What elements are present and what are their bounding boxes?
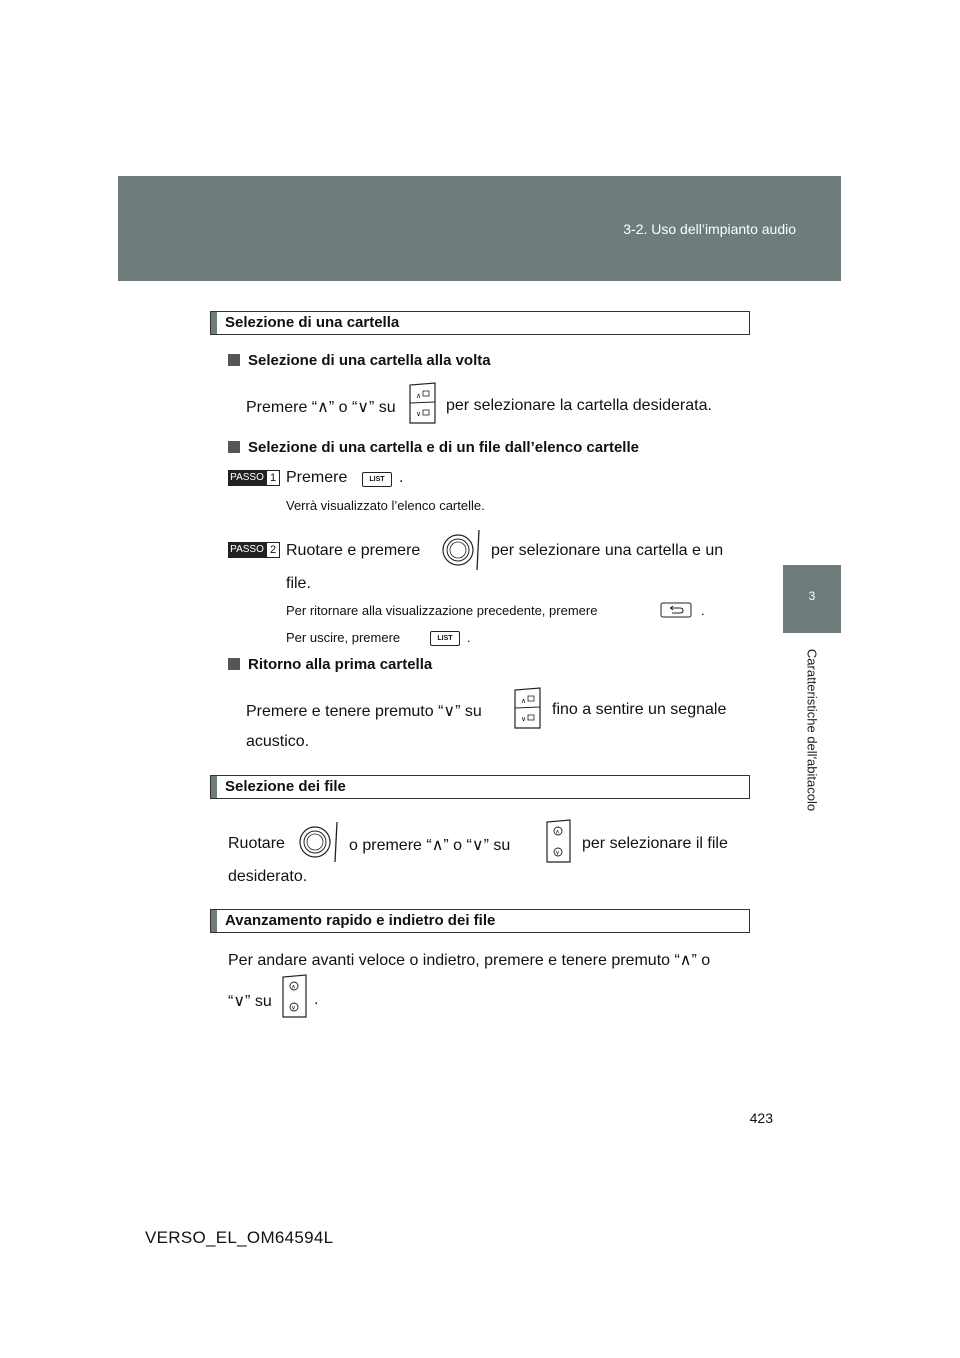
instruction-text: o premere “∧” o “∨” su — [349, 837, 511, 854]
svg-text:∨: ∨ — [521, 715, 527, 723]
step-1-badge — [228, 470, 280, 486]
instruction-text: . — [314, 991, 319, 1008]
subheading-text: Selezione di una cartella e di un file dall’elenco cartelle — [248, 439, 639, 456]
square-bullet-icon — [228, 658, 240, 670]
step-label: PASSO — [228, 470, 266, 486]
note-back: Per ritornare alla visualizzazione precedente, premere — [286, 603, 598, 618]
instruction-text: Per andare avanti veloce o indietro, premere e tenere premuto “∧” o — [228, 952, 711, 969]
section-title-text: Selezione dei file — [225, 778, 346, 795]
svg-text:∨: ∨ — [291, 1004, 296, 1012]
step-2-text: Ruotare e premere — [286, 542, 421, 559]
section-bar — [211, 910, 217, 932]
chapter-number: 3 — [808, 589, 816, 603]
section-title-text: Avanzamento rapido e indietro dei file — [225, 912, 496, 929]
instruction-text: “∨” su — [228, 993, 272, 1010]
subheading-folder-list — [228, 439, 639, 456]
chapter-label: Caratteristiche dell'abitacolo — [804, 648, 820, 812]
page-number: 423 — [749, 1110, 773, 1126]
subheading-text: Selezione di una cartella alla volta — [248, 352, 491, 369]
subheading-one-folder — [228, 352, 491, 369]
section-title-text: Selezione di una cartella — [225, 314, 400, 331]
section-title-file-select — [210, 775, 750, 799]
folder-updown-button-icon — [512, 686, 542, 730]
instruction-text: acustico. — [246, 733, 310, 750]
step-2-text: file. — [286, 575, 311, 592]
step-2-badge — [228, 542, 280, 558]
svg-text:∧: ∧ — [555, 828, 560, 836]
square-bullet-icon — [228, 441, 240, 453]
seek-updown-button-icon — [544, 818, 572, 864]
note-back-end: . — [701, 603, 705, 618]
step-label: PASSO — [228, 542, 266, 558]
tune-select-knob-icon — [440, 528, 484, 572]
instruction-text: per selezionare la cartella desiderata. — [446, 397, 712, 414]
header-band — [118, 176, 841, 281]
step-2-text: per selezionare una cartella e un — [491, 542, 724, 559]
section-title-fast-forward — [210, 909, 750, 933]
svg-text:∨: ∨ — [555, 849, 560, 857]
subheading-first-folder — [228, 656, 432, 673]
tune-select-knob-icon — [297, 820, 341, 864]
instruction-text: Ruotare — [228, 835, 285, 852]
svg-text:∧: ∧ — [416, 392, 422, 400]
list-button-icon: LIST — [430, 631, 460, 646]
square-bullet-icon — [228, 354, 240, 366]
step-1-text: Premere — [286, 469, 348, 486]
step-number: 2 — [266, 542, 280, 558]
svg-text:∧: ∧ — [291, 983, 296, 991]
instruction-text: fino a sentire un segnale — [552, 701, 727, 718]
svg-text:∨: ∨ — [416, 410, 422, 418]
instruction-text: per selezionare il file — [582, 835, 728, 852]
folder-updown-button-icon — [407, 381, 437, 425]
instruction-text: desiderato. — [228, 868, 308, 885]
header-section-title: 3-2. Uso dell’impianto audio — [623, 221, 796, 237]
note-exit: Per uscire, premere — [286, 630, 401, 645]
note-exit-end: . — [467, 630, 471, 645]
section-bar — [211, 776, 217, 798]
seek-updown-button-icon — [280, 973, 308, 1019]
back-button-icon — [660, 602, 692, 618]
section-title-folder-select — [210, 311, 750, 335]
section-bar — [211, 312, 217, 334]
instruction-text: Premere “∧” o “∨” su — [246, 399, 396, 416]
step-number: 1 — [266, 470, 280, 486]
instruction-text: Premere e tenere premuto “∨” su — [246, 703, 482, 720]
document-code: VERSO_EL_OM64594L — [145, 1228, 334, 1247]
step-1-text-end: . — [399, 469, 404, 486]
svg-text:∧: ∧ — [521, 697, 527, 705]
list-button-icon: LIST — [362, 472, 392, 487]
step-1-note: Verrà visualizzato l’elenco cartelle. — [286, 498, 485, 513]
subheading-text: Ritorno alla prima cartella — [248, 656, 433, 673]
chapter-tab — [783, 565, 841, 633]
